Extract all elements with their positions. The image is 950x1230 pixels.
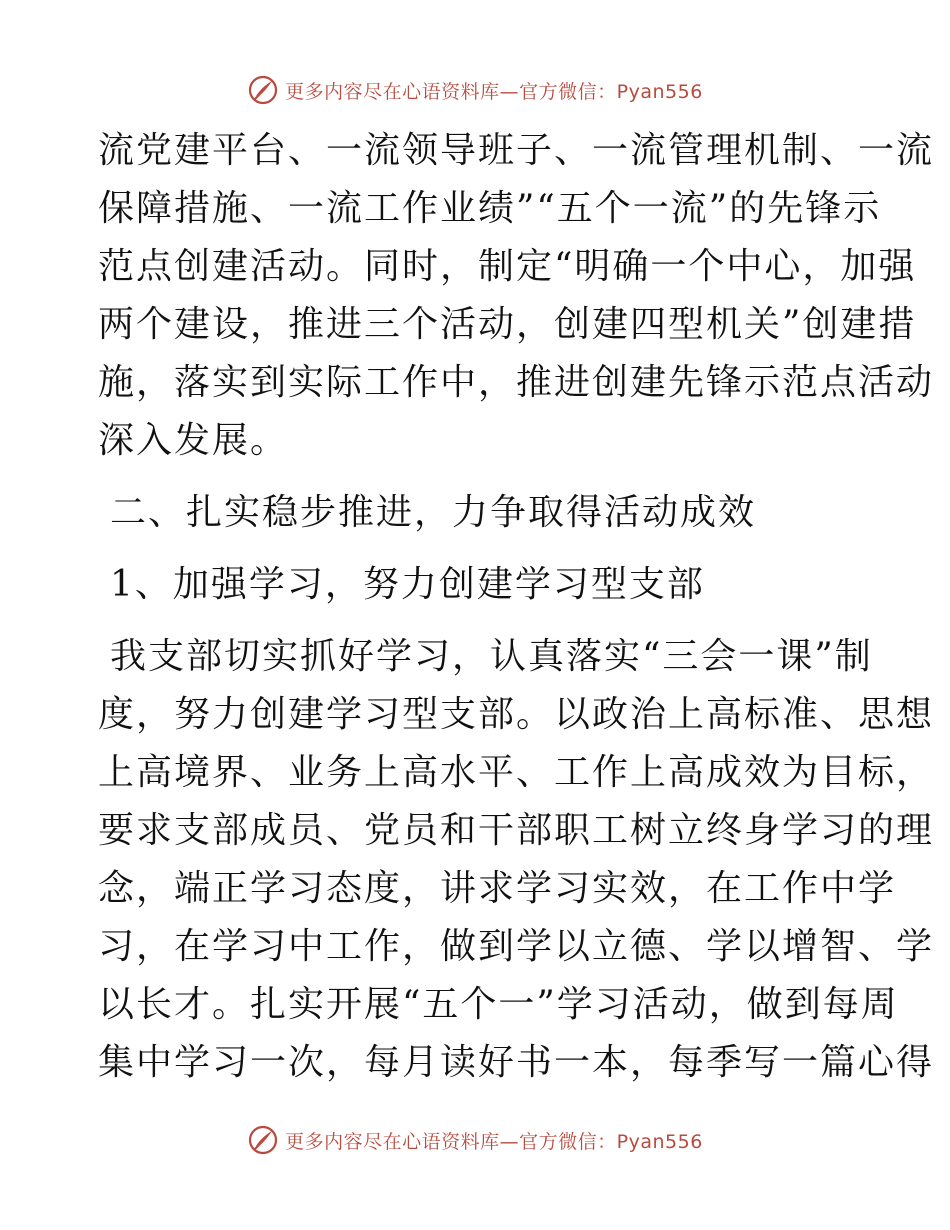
paragraph-line: 上高境界、业务上高水平、工作上高成效为目标， <box>98 752 935 793</box>
paragraph-line: 我支部切实抓好学习，认真落实“三会一课”制 <box>110 636 873 677</box>
header-watermark-text: 更多内容尽在心语资料库—官方微信：Pyan556 <box>285 80 703 103</box>
subsection-heading: 1、加强学习，努力创建学习型支部 <box>110 564 705 605</box>
paragraph-line: 流党建平台、一流领导班子、一流管理机制、一流 <box>98 130 935 171</box>
paragraph-line: 施，落实到实际工作中，推进创建先锋示范点活动 <box>98 362 935 403</box>
footer-watermark-banner <box>0 1120 950 1160</box>
paragraph-line: 习，在学习中工作，做到学以立德、学以增智、学 <box>98 926 935 967</box>
paragraph-line: 保障措施、一流工作业绩”“五个一流”的先锋示 <box>98 188 882 229</box>
paragraph-line: 两个建设，推进三个活动，创建四型机关”创建措 <box>98 304 917 345</box>
paragraph-line: 集中学习一次，每月读好书一本，每季写一篇心得 <box>98 1042 935 1083</box>
section-heading: 二、扎实稳步推进，力争取得活动成效 <box>110 492 757 533</box>
paragraph-line: 深入发展。 <box>98 420 289 461</box>
paragraph-line: 以长才。扎实开展“五个一”学习活动，做到每周 <box>98 984 899 1025</box>
paragraph-line: 度，努力创建学习型支部。以政治上高标准、思想 <box>98 694 935 735</box>
footer-watermark-text: 更多内容尽在心语资料库—官方微信：Pyan556 <box>285 1130 703 1153</box>
paragraph-line: 要求支部成员、党员和干部职工树立终身学习的理 <box>98 810 935 851</box>
header-watermark-banner <box>0 70 950 110</box>
quill-logo-icon <box>247 74 279 106</box>
paragraph-line: 念，端正学习态度，讲求学习实效，在工作中学 <box>98 868 897 909</box>
quill-logo-icon <box>247 1124 279 1156</box>
document-body <box>98 122 935 1092</box>
paragraph-line: 范点创建活动。同时，制定“明确一个中心，加强 <box>98 246 917 287</box>
